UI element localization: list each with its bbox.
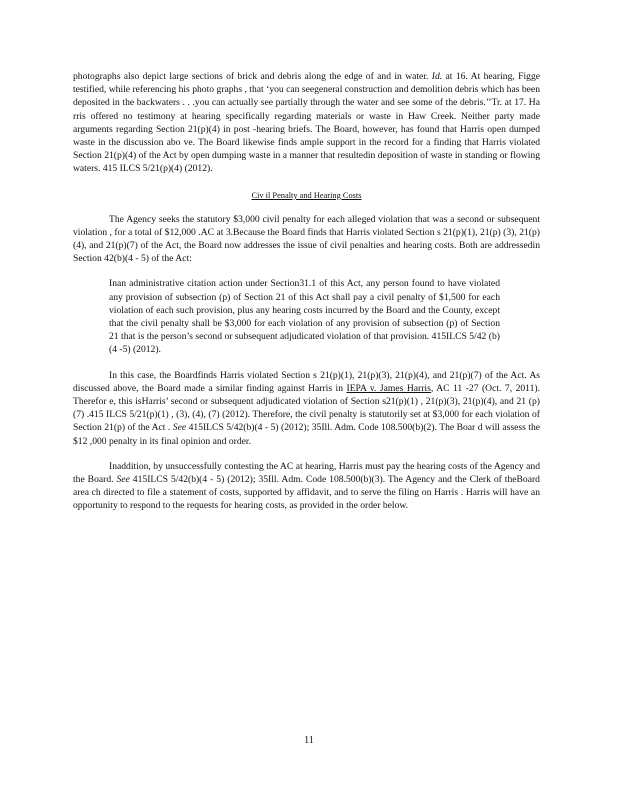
paragraph-text: 415ILCS 5/42(b)(4 - 5) (2012); 35Ill. Adm. Code 108.500(b)(3). The Agency and the Clerk of theBoard area ch directed to file a statement of costs, supported by affidavit, and to serve the filing on Harris . Harris will have an opportunity to respond to the requests for hearing costs, as provided in the order below. [73, 474, 540, 512]
paragraph-civil-penalty: The Agency seeks the statutory $3,000 civil penalty for each alleged violation that was a second or subsequent violation , for a total of $12,000 .AC at 3.Because the Board finds that Harris violated Section s 21(p)(1), 21(p) (3), 21(p)(4), and 21(p)(7) of the Act, the Board now addresses the issue of civil penalties and hearing costs. Both are addressedin Section 42(b)(4 - 5) of the Act: [73, 213, 540, 265]
citation-id: Id. [431, 71, 443, 82]
paragraph-text: 415ILCS 5/42(b)(4 - 5) (2012); 35Ill. Adm. Code 108.500(b)(2). The Boar d will assess the $12 ,000 penalty in its final opinion and order. [73, 422, 541, 447]
citation-see: See [116, 474, 130, 486]
paragraph-board-finding [73, 369, 540, 448]
case-citation: IEPA v. James Harris [346, 382, 431, 394]
paragraph-text: , AC 11 -27 (Oct. 7, 2011). Therefor e, this isHarris’ second or subsequent adjudicated violation of Section s21(p)(1) , 21(p)(3), 21(p)(4), and 21 (p)(7) .415 ILCS 5/21(p)(1) , (3), (4), (7) (2012). Therefore, the civil penalty is statutorily set at $3,000 for each violation of Section 21(p) of the Act . [73, 382, 540, 434]
paragraph-text: at 16. At hearing, Figge testified, while referencing his photo graphs , that ‘you can seegeneral construction and demolition debris which has been deposited in the backwaters . . .you can actually see partially through the water and see some of the debris.’’Tr. at 17. Ha rris offered no testimony at hearing specifically regarding materials or waste in Haw Creek. Neither party made arguments regarding Section 21(p)(4) in post -hearing briefs. The Board, however, has found that Harris open dumped waste in the discussion abo ve. The Board likewise finds ample support in the record for a finding that Harris violated Section 21(p)(4) of the Act by open dumping waste in a manner that resultedin deposition of waste in standing or flowing waters. 415 ILCS 5/21(p)(4) (2012). [73, 71, 541, 175]
citation-see: See [172, 422, 187, 434]
paragraph-text: In this case, the Boardfinds Harris violated Section s 21(p)(1), 21(p)(3), 21(p)(4), and 21(p)(7) of the Act. As discussed above, the Board made a similar finding against Harris in [73, 369, 540, 394]
page-number: 11 [304, 735, 314, 746]
paragraph-text: photographs also depict large sections of brick and debris along the edge of and in water. [73, 71, 429, 82]
paragraph-hearing-costs [73, 460, 540, 513]
paragraph-text: Inaddition, by unsuccessfully contesting the AC at hearing, Harris must pay the hearing costs of the Agency and the Board. [73, 460, 540, 486]
section-heading [73, 190, 540, 201]
block-quote-statute: Inan administrative citation action under Section31.1 of this Act, any person found to have violated any provision of subsection (p) of Section 21 of this Act shall pay a civil penalty of $1,500 for each violation of each such provision, plus any hearing costs incurred by the Board and the County, except that the civil penalty shall be $3,000 for each violation of any provision of subsection (p) of Section 21 that is the person’s second or subsequent adjudicated violation of that provision. 415ILCS 5/42 (b)(4 -5) (2012). [109, 278, 500, 356]
section-heading-text: Civ il Penalty and Hearing Costs [251, 190, 362, 200]
paragraph-open-dumping-water [73, 70, 540, 176]
